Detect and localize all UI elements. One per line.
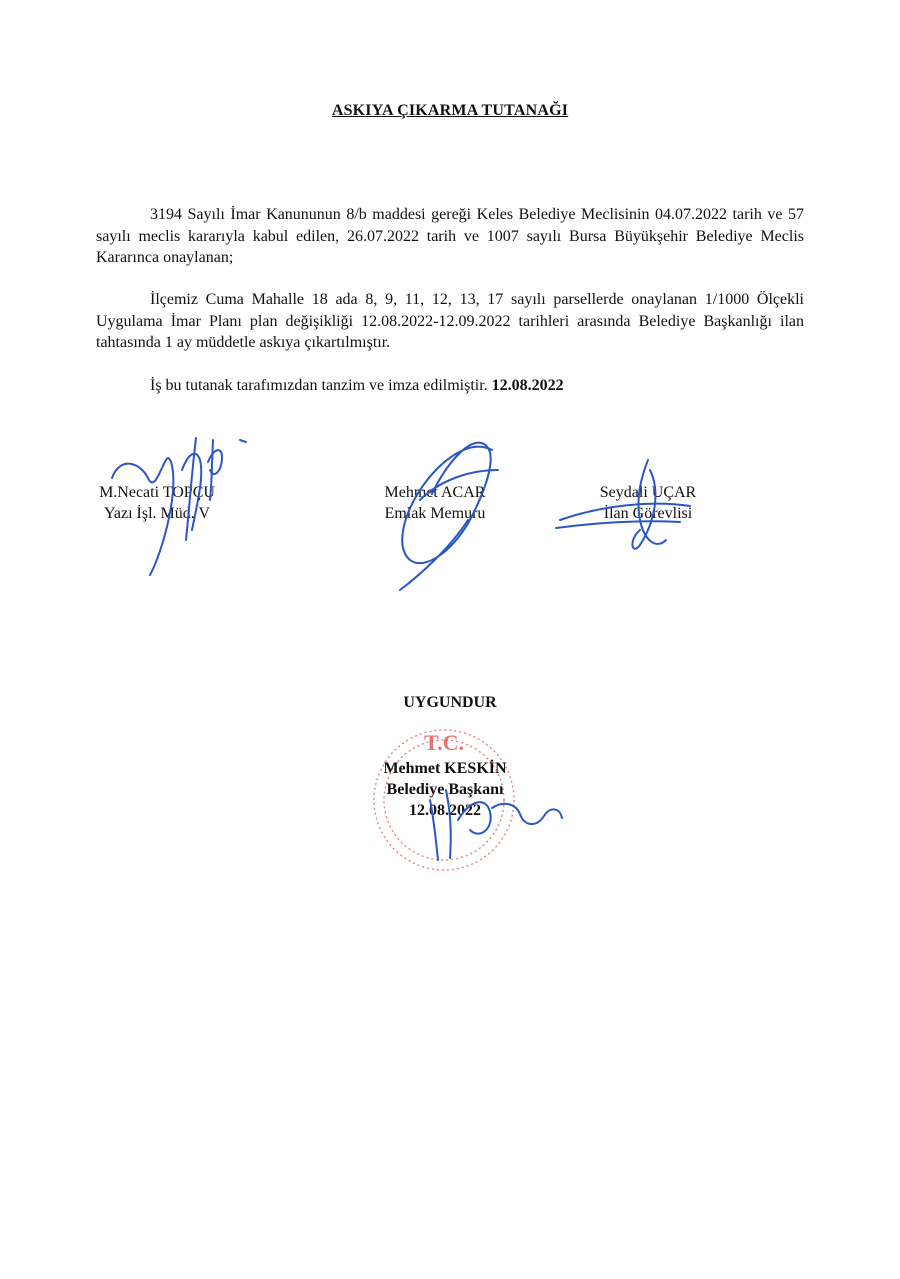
paragraph-1 (96, 204, 804, 269)
signatory-name: M.Necati TOPÇU (99, 484, 215, 501)
paragraph-3 (96, 375, 804, 397)
paragraph-3-date: 12.08.2022 (491, 377, 564, 394)
signatory-name: Mehmet ACAR (384, 484, 486, 501)
approver-block (340, 758, 550, 821)
paragraph-2-text: İlçemiz Cuma Mahalle 18 ada 8, 9, 11, 12, 13, 17 sayılı parsellerde onaylanan 1/1000 Ölçekli Uygulama İmar Planı plan değişikliği 12.08.2022-12.09.2022 tarihleri arasında Belediye Başkanlığı ilan tahtasında 1 ay müddetle askıya çıkartılmıştır. (96, 291, 804, 351)
signatory-name: Seydali UÇAR (599, 484, 697, 501)
signatory-block-2 (355, 482, 515, 524)
approval-date: 12.08.2022 (409, 802, 481, 819)
paragraph-2 (96, 289, 804, 354)
signatory-title: İlan Görevlisi (603, 505, 693, 522)
document-title: ASKIYA ÇIKARMA TUTANAĞI (331, 102, 569, 119)
signatory-title: Emlak Memuru (384, 505, 486, 522)
stamp-text: T.C. (424, 730, 464, 755)
approver-title: Belediye Başkanı (386, 781, 504, 798)
approver-name: Mehmet KESKİN (383, 760, 507, 777)
approval-label: UYGUNDUR (403, 694, 497, 711)
paragraph-3-text: İş bu tutanak tarafımızdan tanzim ve imza edilmiştir. (150, 377, 488, 394)
paragraph-1-text: 3194 Sayılı İmar Kanununun 8/b maddesi gereği Keles Belediye Meclisinin 04.07.2022 tarih ve 57 sayılı meclis kararıyla kabul edilen, 26.07.2022 tarih ve 1007 sayılı Bursa Büyükşehir Belediye Meclis Kararınca onaylanan; (96, 206, 804, 266)
signatory-title: Yazı İşl. Müd. V (103, 505, 211, 522)
signatory-block-3 (568, 482, 728, 524)
signatory-block-1 (72, 482, 242, 524)
